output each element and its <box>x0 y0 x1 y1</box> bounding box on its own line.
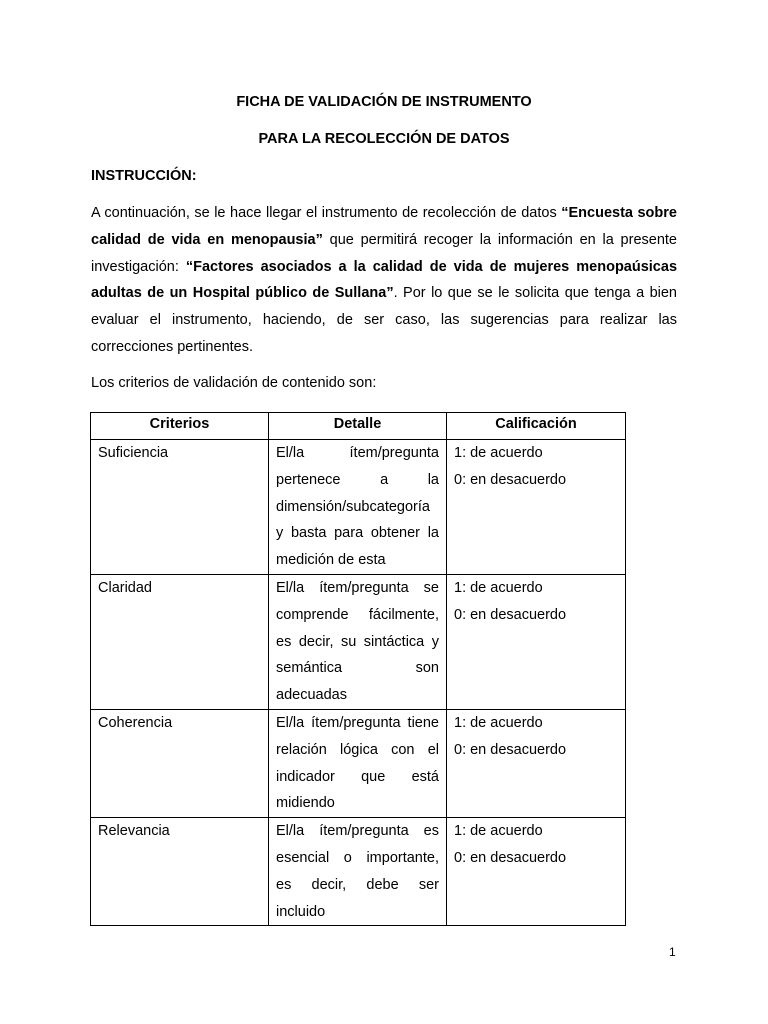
table-row <box>91 818 626 926</box>
detalle-line: indicador que está <box>276 768 439 785</box>
table-body <box>91 440 626 926</box>
table-row <box>91 440 626 575</box>
paragraph-text: A continuación, se le hace llegar el instrumento de recolección de datos <box>91 205 562 221</box>
detalle-line: semántica son <box>276 660 439 677</box>
calificacion-option: 1: de acuerdo <box>454 579 543 596</box>
table-row <box>91 709 626 817</box>
page-number: 1 <box>669 945 676 959</box>
detalle-line: medición de esta <box>276 552 386 569</box>
calificacion-option: 0: en desacuerdo <box>454 471 567 488</box>
criterio-cell: Relevancia <box>91 818 269 926</box>
document-title: FICHA DE VALIDACIÓN DE INSTRUMENTO <box>236 94 532 110</box>
detalle-cell <box>269 709 447 817</box>
calificacion-option: 0: en desacuerdo <box>454 741 567 758</box>
detalle-line: El/la ítem/pregunta es <box>276 823 439 840</box>
calificacion-option: 1: de acuerdo <box>454 823 543 840</box>
criteria-table <box>90 412 626 926</box>
detalle-cell <box>269 574 447 709</box>
detalle-line: incluido <box>276 903 326 920</box>
calificacion-option: 0: en desacuerdo <box>454 849 567 866</box>
instruction-heading: INSTRUCCIÓN: <box>91 168 197 184</box>
table-header-row <box>91 413 626 440</box>
paragraph-text: que permitirá recoger la información en la presente investigación: <box>91 231 677 275</box>
detalle-line: es decir, su sintáctica y <box>276 633 439 650</box>
header-detalle: Detalle <box>269 413 447 440</box>
detalle-line: El/la ítem/pregunta se <box>276 579 439 596</box>
calificacion-option: 0: en desacuerdo <box>454 606 567 623</box>
paragraph-text: . Por lo que se le solicita que tenga a bien evaluar el instrumento, haciendo, de ser caso, las sugerencias para realizar las correcciones pertinentes. <box>91 285 677 355</box>
detalle-line: y basta para obtener la <box>276 525 439 542</box>
criterio-cell: Claridad <box>91 574 269 709</box>
detalle-line: comprende fácilmente, <box>276 606 439 623</box>
instruction-paragraph <box>91 200 677 361</box>
detalle-line: adecuadas <box>276 687 347 704</box>
research-title: “Factores asociados a la calidad de vida de mujeres menopaúsicas adultas de un Hospital público de Sullana” <box>91 258 678 302</box>
calificacion-cell <box>447 818 626 926</box>
detalle-line: midiendo <box>276 795 335 812</box>
detalle-line: El/la ítem/pregunta <box>276 445 439 461</box>
detalle-line: es decir, debe ser <box>276 876 439 893</box>
header-criterios: Criterios <box>91 413 269 440</box>
criterio-cell: Coherencia <box>91 709 269 817</box>
document-subtitle: PARA LA RECOLECCIÓN DE DATOS <box>258 131 510 147</box>
detalle-line: pertenece a la <box>276 471 439 488</box>
detalle-cell <box>269 818 447 926</box>
survey-name: “Encuesta sobre calidad de vida en menopausia” <box>91 205 677 248</box>
table-row <box>91 574 626 709</box>
calificacion-cell <box>447 709 626 817</box>
detalle-cell <box>269 440 447 575</box>
detalle-line: dimensión/subcategoría <box>276 498 430 515</box>
calificacion-option: 1: de acuerdo <box>454 445 543 461</box>
detalle-line: relación lógica con el <box>276 741 439 758</box>
calificacion-option: 1: de acuerdo <box>454 714 543 731</box>
calificacion-cell <box>447 440 626 575</box>
criterio-cell: Suficiencia <box>91 440 269 575</box>
header-calificacion: Calificación <box>447 413 626 440</box>
detalle-line: El/la ítem/pregunta tiene <box>276 714 439 731</box>
calificacion-cell <box>447 574 626 709</box>
criteria-intro: Los criterios de validación de contenido son: <box>91 375 377 391</box>
detalle-line: esencial o importante, <box>276 849 439 866</box>
